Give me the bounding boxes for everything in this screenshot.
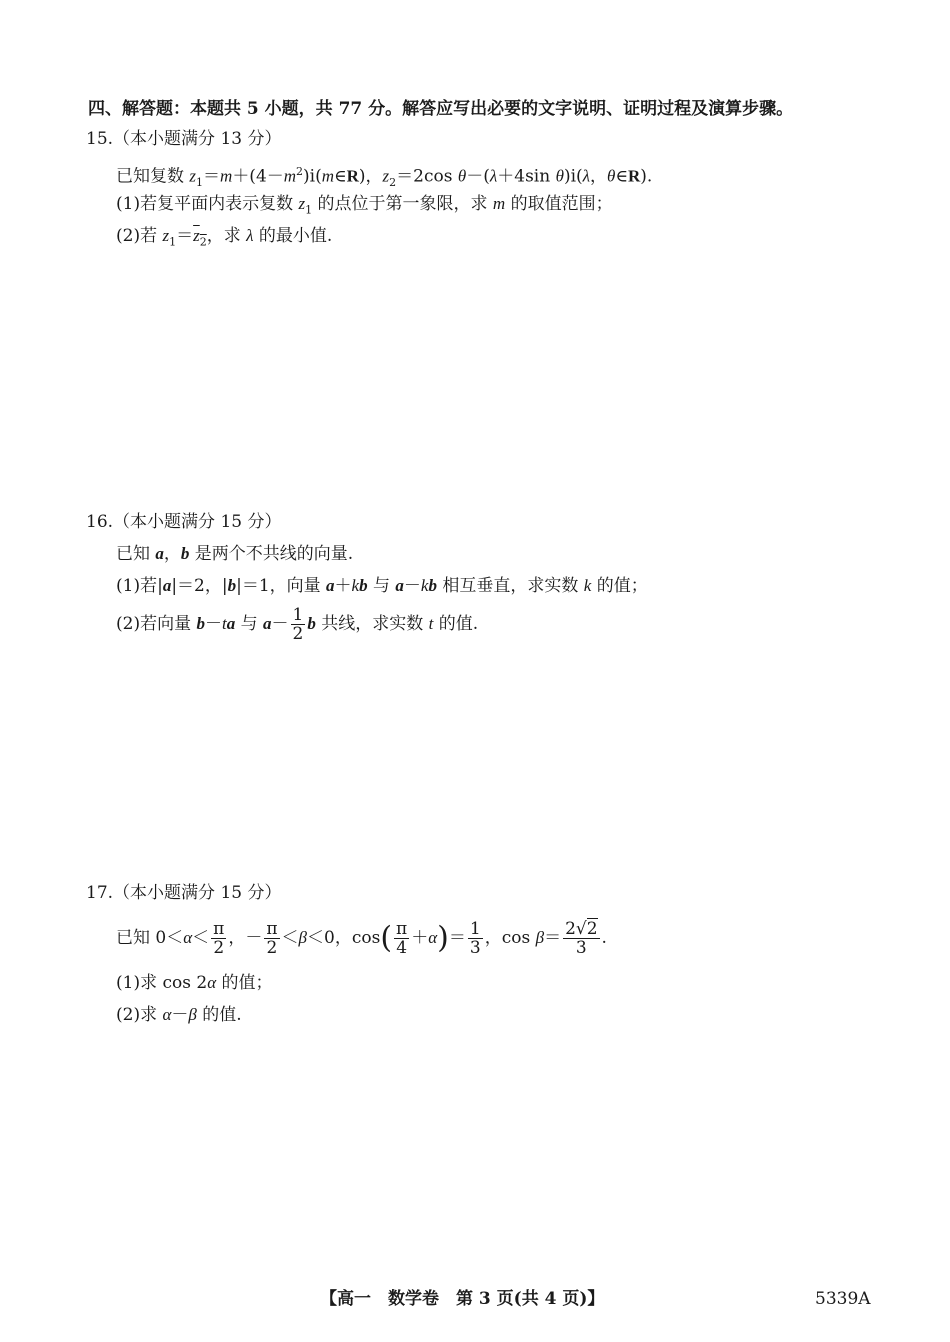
q16-header: 16.（本小题满分 15 分） <box>86 512 282 532</box>
q17-header: 17.（本小题满分 15 分） <box>86 883 282 903</box>
q15-part1: (1)若复平面内表示复数 $z_1$ 的点位于第一象限，求 m 的取值范围； <box>116 194 613 217</box>
q16-part1: (1)若|a|＝2，|b|＝1，向量 a＋kb 与 a－kb 相互垂直，求实数 k 的值； <box>116 576 648 596</box>
q17-part1: (1)求 cos 2α 的值； <box>116 973 273 993</box>
q16-stem: 已知 a，b 是两个不共线的向量. <box>116 544 354 564</box>
q17-part2: (2)求 α－β 的值. <box>116 1005 242 1025</box>
q17-stem: 已知 0＜α＜ $\frac{\pi}{2}$ ，－ $\frac{\pi}{2}$ ＜β＜0，cos( $\frac{\pi}{4}$ ＋α)＝ $\frac{1}{3}$ ，cos β＝ $\frac{2√2}{3}$ . <box>116 919 607 958</box>
section-heading: 四、解答题：本题共 5 小题，共 77 分。解答应写出必要的文字说明、证明过程及演算步骤。 <box>88 99 794 119</box>
q15-stem: 已知复数 $z_1=m+(4-m^2)i(m\in R)$，$z_2=2\cos$ θ－(λ＋4sin θ)i(λ，θ∈R). <box>116 165 653 190</box>
q16-part2: (2)若向量 b－ta 与 a－ $\frac{1}{2}$ b 共线，求实数 t 的值. <box>116 605 479 644</box>
q15-header: 15.（本小题满分 13 分） <box>86 129 282 149</box>
paper-code: 5339A <box>815 1289 871 1309</box>
q15-part2: (2)若 $z_1=z_2$，求 λ 的最小值. <box>116 226 333 249</box>
page-footer: 【高一 数学卷 第 3 页(共 4 页)】 <box>320 1289 605 1309</box>
